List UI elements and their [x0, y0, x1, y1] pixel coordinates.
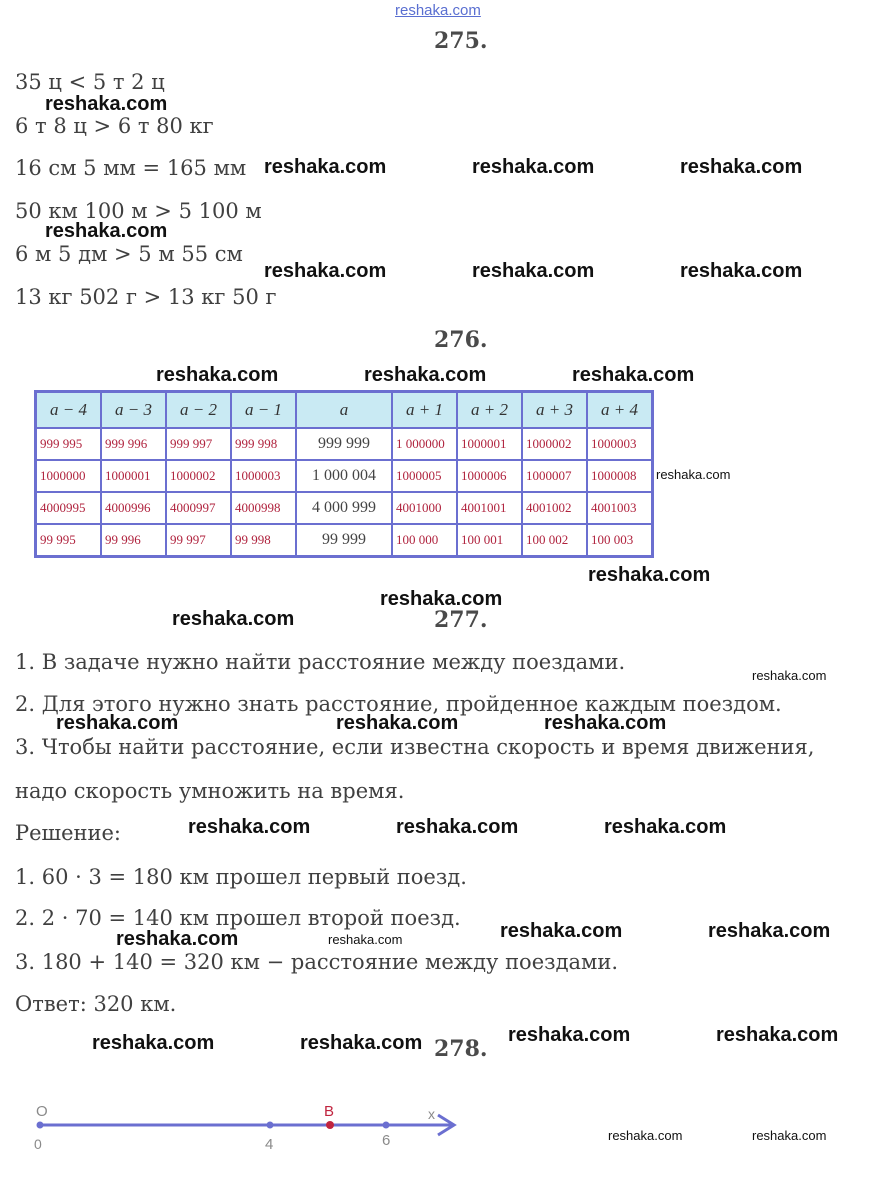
column-header: a + 2: [457, 392, 522, 429]
watermark-text: reshaka.com: [572, 364, 695, 386]
table-row: [36, 460, 653, 492]
watermark-text: reshaka.com: [116, 928, 239, 950]
table-cell: 4001003: [587, 492, 653, 524]
watermark-text: reshaka.com: [472, 260, 595, 282]
origin-letter: O: [36, 1103, 48, 1120]
column-header: a + 4: [587, 392, 653, 429]
table-cell: 1000003: [587, 428, 653, 460]
table-cell: 4001000: [392, 492, 457, 524]
table-cell: 1000007: [522, 460, 587, 492]
table-cell: 999 999: [296, 428, 392, 460]
watermark-text: reshaka.com: [500, 920, 623, 942]
table-cell: 100 000: [392, 524, 457, 557]
site-watermark-link[interactable]: reshaka.com: [395, 2, 481, 19]
table-cell: 999 996: [101, 428, 166, 460]
watermark-text: reshaka.com: [716, 1024, 839, 1046]
tick-label: 4: [265, 1136, 274, 1153]
table-cell: 99 996: [101, 524, 166, 557]
watermark-text: reshaka.com: [328, 932, 403, 947]
watermark-text: reshaka.com: [508, 1024, 631, 1046]
table-cell: 1000002: [522, 428, 587, 460]
exercise-number-277: 277.: [434, 607, 488, 633]
table-cell: 999 997: [166, 428, 231, 460]
column-header: a: [296, 392, 392, 429]
column-header: a + 3: [522, 392, 587, 429]
watermark-text: reshaka.com: [264, 260, 387, 282]
table-cell: 1000005: [392, 460, 457, 492]
point-letter: B: [324, 1103, 335, 1120]
table-cell: 4001002: [522, 492, 587, 524]
exercise-number-278: 278.: [434, 1036, 488, 1062]
table-cell: 100 003: [587, 524, 653, 557]
table-cell: 1000000: [36, 460, 102, 492]
table-cell: 1000002: [166, 460, 231, 492]
solution-line: надо скорость умножить на время.: [15, 779, 405, 803]
watermark-text: reshaka.com: [364, 364, 487, 386]
watermark-text: reshaka.com: [680, 156, 803, 178]
solution-line: 2. Для этого нужно знать расстояние, пройденное каждым поездом.: [15, 692, 782, 716]
column-header: a + 1: [392, 392, 457, 429]
table-cell: 1000008: [587, 460, 653, 492]
table-cell: 99 995: [36, 524, 102, 557]
watermark-text: reshaka.com: [92, 1032, 215, 1054]
watermark-text: reshaka.com: [188, 816, 311, 838]
comparison-line: 13 кг 502 г > 13 кг 50 г: [15, 285, 277, 309]
table-header-row: [36, 392, 653, 429]
exercise-number-275: 275.: [434, 28, 488, 54]
table-row: [36, 492, 653, 524]
tick-label: 0: [34, 1136, 42, 1152]
solution-line: 2. 2 · 70 = 140 км прошел второй поезд.: [15, 906, 461, 930]
table-row: [36, 524, 653, 557]
table-cell: 4000995: [36, 492, 102, 524]
number-line: [0, 1095, 500, 1155]
watermark-text: reshaka.com: [752, 1128, 827, 1143]
watermark-text: reshaka.com: [264, 156, 387, 178]
watermark-text: reshaka.com: [604, 816, 727, 838]
axis-letter: x: [428, 1106, 435, 1122]
column-header: a − 2: [166, 392, 231, 429]
watermark-text: reshaka.com: [45, 220, 168, 242]
solution-line: 3. 180 + 140 = 320 км − расстояние между поездами.: [15, 950, 619, 974]
tick-label: 6: [382, 1132, 391, 1149]
table-cell: 100 001: [457, 524, 522, 557]
watermark-text: reshaka.com: [56, 712, 179, 734]
tick-point-6: [383, 1122, 390, 1129]
solution-line: 1. 60 · 3 = 180 км прошел первый поезд.: [15, 865, 467, 889]
comparison-line: 35 ц < 5 т 2 ц: [15, 70, 165, 94]
watermark-text: reshaka.com: [336, 712, 459, 734]
table-cell: 99 998: [231, 524, 296, 557]
watermark-text: reshaka.com: [544, 712, 667, 734]
origin-point: [37, 1122, 44, 1129]
watermark-text: reshaka.com: [472, 156, 595, 178]
comparison-line: 6 м 5 дм > 5 м 55 см: [15, 242, 243, 266]
solution-line: 1. В задаче нужно найти расстояние между поездами.: [15, 650, 626, 674]
solution-line: 3. Чтобы найти расстояние, если известна скорость и время движения,: [15, 735, 815, 759]
table-cell: 1 000 004: [296, 460, 392, 492]
table-cell: 4001001: [457, 492, 522, 524]
table-cell: 99 999: [296, 524, 392, 557]
watermark-text: reshaka.com: [380, 588, 503, 610]
watermark-text: reshaka.com: [680, 260, 803, 282]
column-header: a − 3: [101, 392, 166, 429]
table-cell: 1000001: [457, 428, 522, 460]
values-table: [34, 390, 654, 558]
solution-heading: Решение:: [15, 821, 122, 845]
table-cell: 999 995: [36, 428, 102, 460]
point-b: [326, 1121, 334, 1129]
table-cell: 1 000000: [392, 428, 457, 460]
table-cell: 4 000 999: [296, 492, 392, 524]
watermark-text: reshaka.com: [300, 1032, 423, 1054]
tick-point-4: [267, 1122, 274, 1129]
answer-line: Ответ: 320 км.: [15, 992, 177, 1016]
watermark-text: reshaka.com: [588, 564, 711, 586]
table-cell: 1000006: [457, 460, 522, 492]
column-header: a − 1: [231, 392, 296, 429]
table-cell: 4000996: [101, 492, 166, 524]
column-header: a − 4: [36, 392, 102, 429]
watermark-text: reshaka.com: [172, 608, 295, 630]
table-cell: 4000998: [231, 492, 296, 524]
comparison-line: 16 см 5 мм = 165 мм: [15, 156, 247, 180]
table-cell: 100 002: [522, 524, 587, 557]
watermark-text: reshaka.com: [396, 816, 519, 838]
comparison-line: 6 т 8 ц > 6 т 80 кг: [15, 114, 214, 138]
table-cell: 4000997: [166, 492, 231, 524]
watermark-text: reshaka.com: [656, 467, 731, 482]
exercise-number-276: 276.: [434, 327, 488, 353]
table-cell: 99 997: [166, 524, 231, 557]
watermark-text: reshaka.com: [752, 668, 827, 683]
table-cell: 1000003: [231, 460, 296, 492]
comparison-line: 50 км 100 м > 5 100 м: [15, 199, 262, 223]
table-cell: 1000001: [101, 460, 166, 492]
watermark-text: reshaka.com: [156, 364, 279, 386]
table-cell: 999 998: [231, 428, 296, 460]
watermark-text: reshaka.com: [608, 1128, 683, 1143]
watermark-text: reshaka.com: [708, 920, 831, 942]
table-row: [36, 428, 653, 460]
watermark-text: reshaka.com: [45, 93, 168, 115]
